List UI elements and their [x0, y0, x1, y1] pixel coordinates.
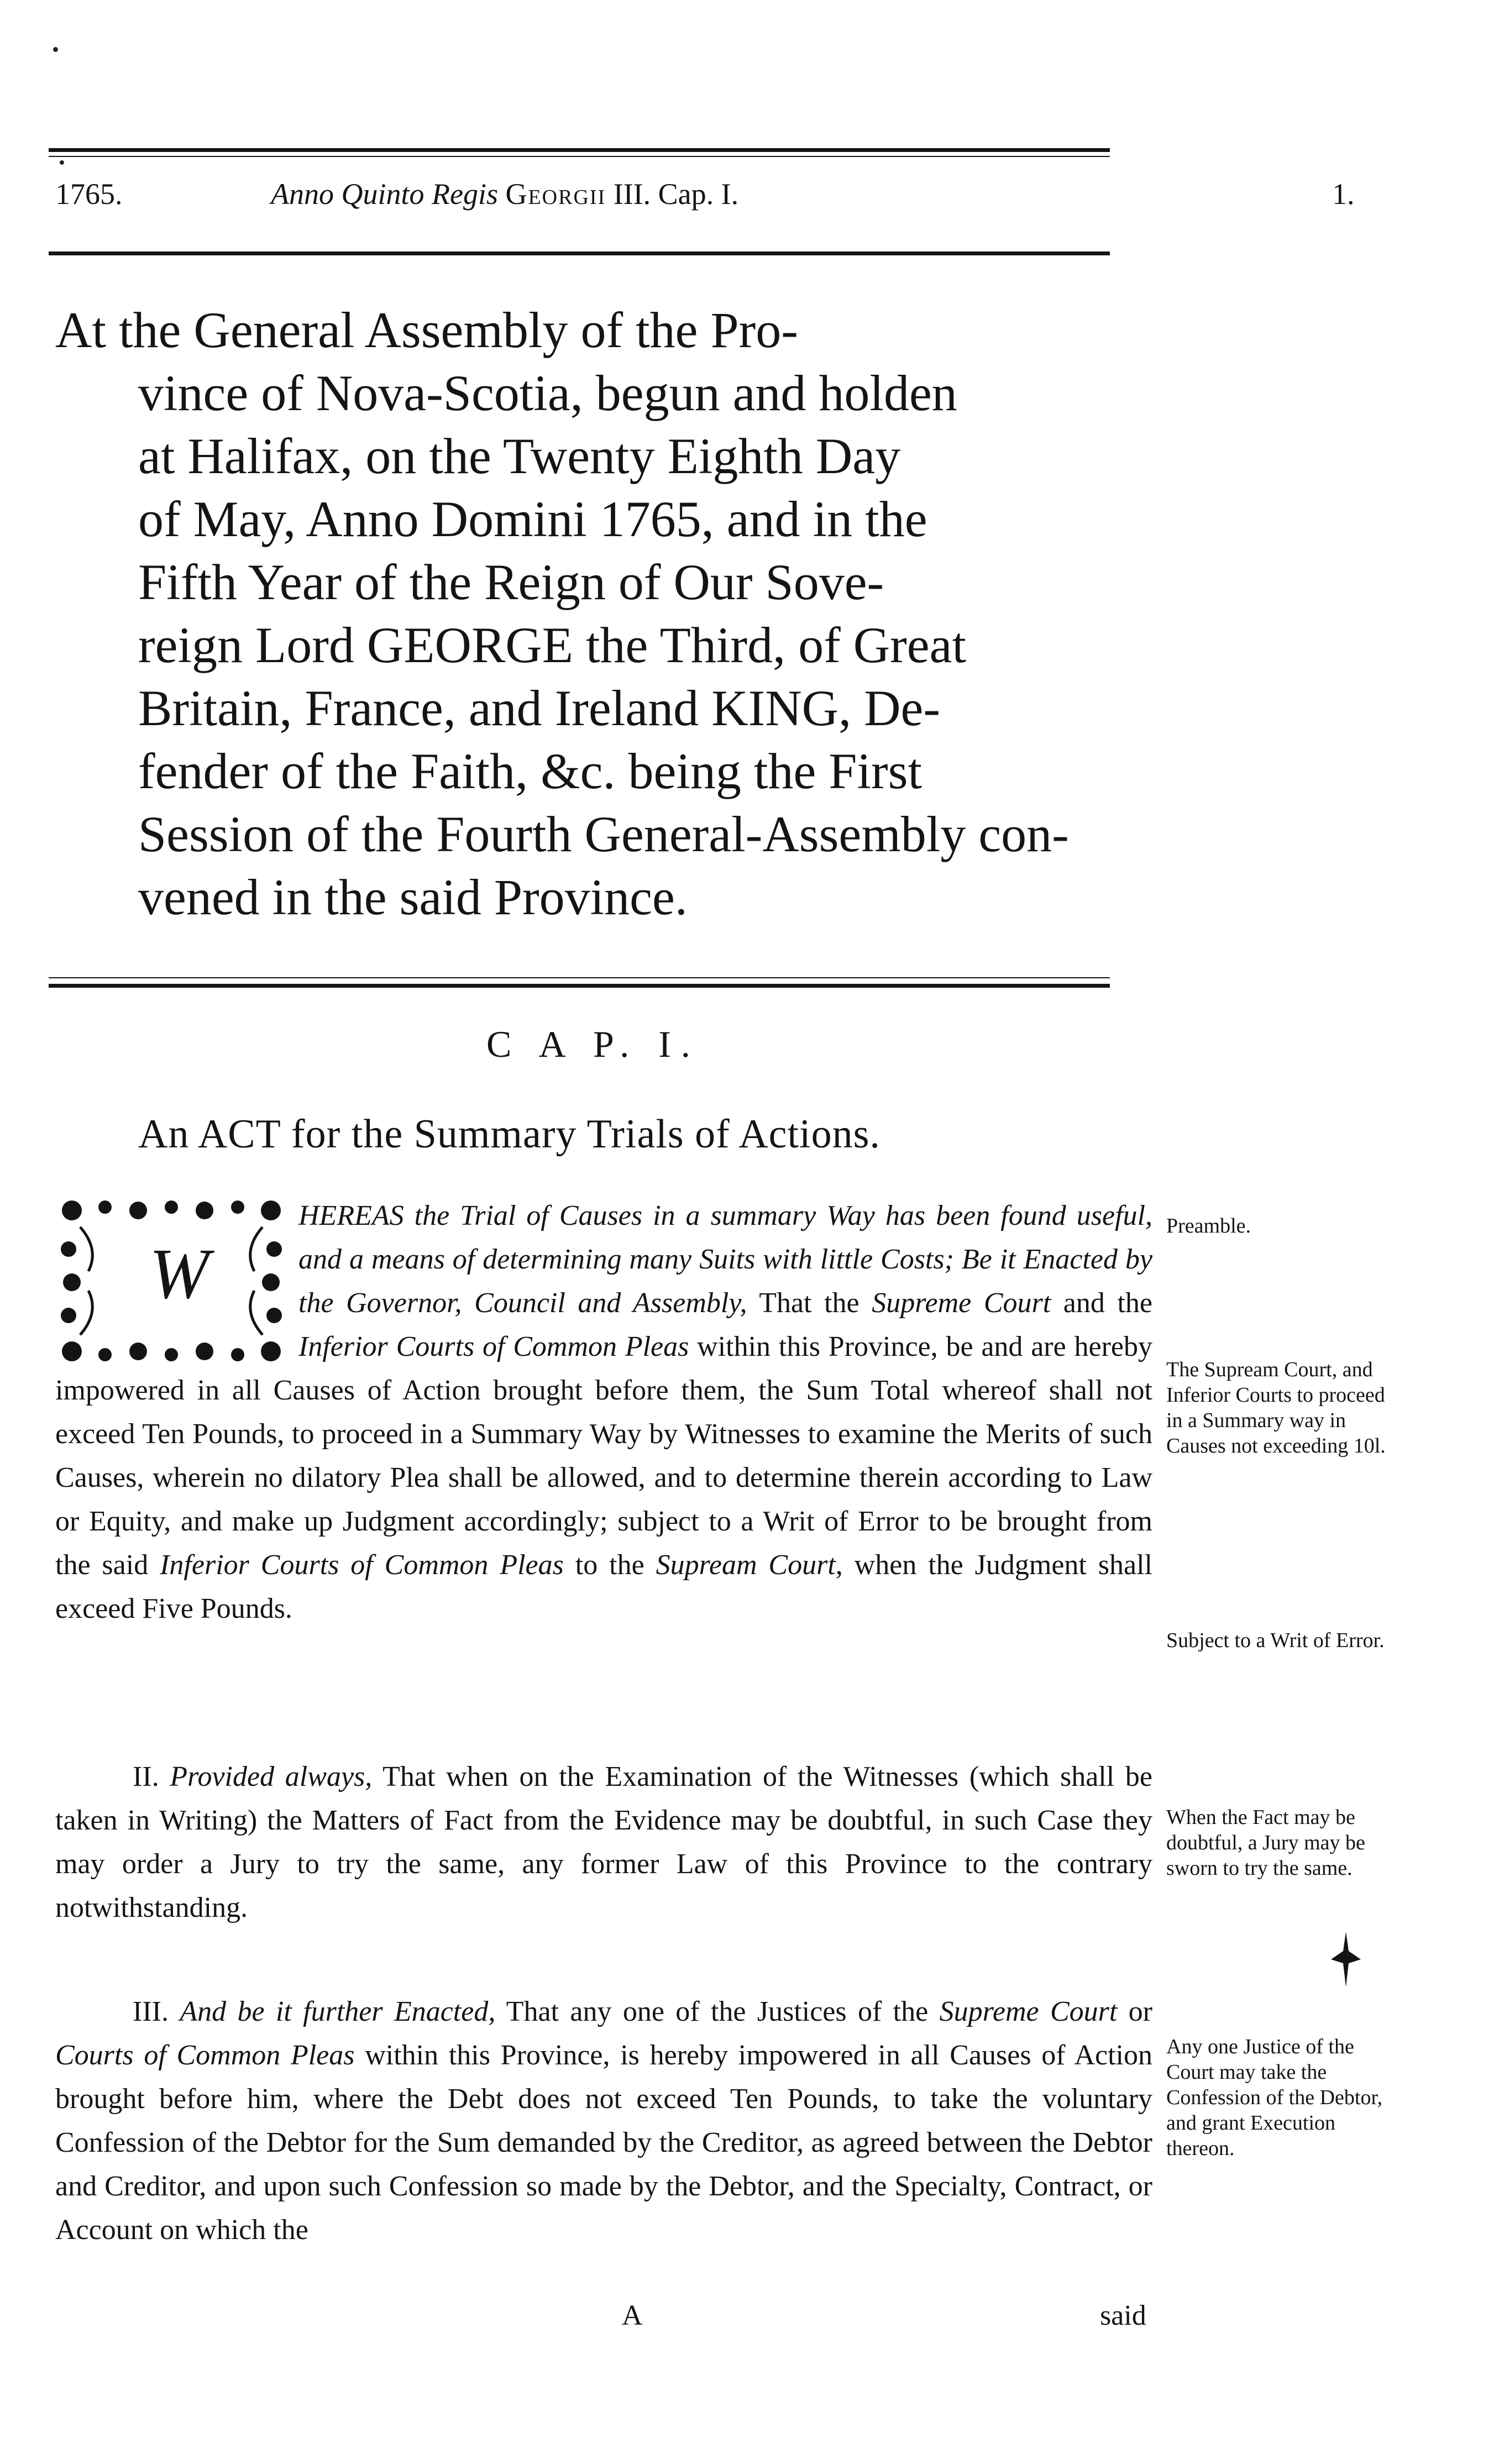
running-head-year: 1765. — [55, 177, 123, 211]
assembly-line: reign Lord GEORGE the Third, of Great — [138, 617, 967, 673]
p2-lead: Provided always, — [170, 1761, 373, 1792]
top-rule-thin — [49, 156, 1110, 157]
p3-courts-common-pleas: Courts of Common Pleas — [55, 2040, 355, 2071]
p1-text-c: within this Province, be and are hereby impowered in all Causes of Action brought before them, the Sum Total whereof shall not exceed Ten Pounds, to proceed in a Summary Way by Witnesses to examine the Merits of such Causes, wherein no dilatory Plea shall be allowed, and to determine therein according to Law or Equity, and make up Judgment accordingly; subject to a Writ of Error to be brought from the said — [55, 1331, 1152, 1581]
act-title: An ACT for the Summary Trials of Actions. — [138, 1112, 880, 1157]
marginal-mark-icon — [1327, 1929, 1365, 1990]
p1-text-b: and the — [1051, 1287, 1152, 1319]
assembly-line: vince of Nova-Scotia, begun and holden — [138, 365, 957, 421]
paragraph-3 — [55, 1990, 1152, 2252]
assembly-line: Britain, France, and Ireland KING, De- — [138, 680, 941, 736]
running-head-title-rest: III. Cap. I. — [606, 177, 739, 211]
p3-lead: And be it further Enacted, — [180, 1996, 496, 2027]
p3-supreme-court: Supreme Court — [939, 1996, 1118, 2027]
ink-speck — [53, 47, 58, 52]
supream-court-term: Supream Court — [656, 1549, 836, 1581]
margin-note-preamble: Preamble. — [1166, 1214, 1251, 1238]
p1-text-e: , when the Judgment shall exceed Five Pounds. — [55, 1549, 1152, 1624]
assembly-line: At the General Assembly of the Pro- — [55, 302, 798, 358]
margin-note-supream-court: The Supream Court, and Inferior Courts to proceed in a Summary way in Causes not exceeding 10l. — [1166, 1358, 1386, 1458]
assembly-line: of May, Anno Domini 1765, and in the — [138, 491, 927, 547]
margin-note-justice: Any one Justice of the Court may take the Confession of the Debtor, and grant Execution thereon. — [1166, 2035, 1383, 2160]
page-number: 1. — [1332, 177, 1355, 211]
running-head-title — [271, 177, 738, 211]
running-head-title-king: Georgii — [505, 177, 606, 211]
head-rule — [49, 251, 1110, 255]
margin-note-writ-of-error: Subject to a Writ of Error. — [1166, 1629, 1385, 1652]
paragraph-1 — [55, 1194, 1152, 1631]
catchword: said — [1100, 2300, 1146, 2331]
top-rule — [49, 148, 1110, 152]
drop-letter: W — [149, 1234, 209, 1314]
p3-number: III. — [133, 1996, 180, 2027]
ornamental-initial — [55, 1194, 287, 1368]
signature-mark: A — [622, 2300, 643, 2331]
assembly-line: Session of the Fourth General-Assembly con- — [138, 806, 1069, 862]
p3-text-b: or — [1117, 1996, 1152, 2027]
p1-text-a: That the — [747, 1287, 872, 1319]
margin-note-jury: When the Fact may be doubtful, a Jury may be sworn to try the same. — [1166, 1806, 1365, 1880]
assembly-line: at Halifax, on the Twenty Eighth Day — [138, 428, 901, 484]
ink-speck — [60, 160, 64, 165]
p3-text-c: within this Province, is hereby impowered in all Causes of Action brought before him, where the Debt does not exceed Ten Pounds, to take the voluntary Confession of the Debtor for the Sum demanded by the Creditor, as agreed between the Debtor and Creditor, and upon such Confession so made by the Debtor, and the Specialty, Contract, or Account on which the — [55, 2040, 1152, 2246]
assembly-heading — [55, 298, 1108, 929]
paragraph-2 — [55, 1755, 1152, 1930]
assembly-line: Fifth Year of the Reign of Our Sove- — [138, 554, 884, 610]
section-rule-thin — [49, 977, 1110, 978]
p1-text-d: to the — [563, 1549, 656, 1581]
p2-number: II. — [133, 1761, 170, 1792]
inferior-courts-term-2: Inferior Courts of Common Pleas — [160, 1549, 564, 1581]
preamble-text: HEREAS the Trial of Causes in a summary Way has been found useful, and a means of determining many Suits with little Costs; Be it Enacted by the Governor, Council and Assembly, — [298, 1200, 1152, 1319]
running-head — [55, 177, 1355, 221]
assembly-line: fender of the Faith, &c. being the First — [138, 743, 923, 799]
running-head-title-italic: Anno Quinto Regis — [271, 177, 506, 211]
chapter-label-text: C A P. I. — [486, 1023, 700, 1065]
p2-text: That when on the Examination of the Witnesses (which shall be taken in Writing) the Matters of Fact from the Evidence may be doubtful, in such Case they may order a Jury to try the same, any former Law of this Province to the contrary notwithstanding. — [55, 1761, 1153, 1923]
inferior-courts-term: Inferior Courts of Common Pleas — [298, 1331, 689, 1362]
section-rule — [49, 984, 1110, 988]
supreme-court-term: Supreme Court — [872, 1287, 1051, 1319]
p3-text-a: That any one of the Justices of the — [495, 1996, 940, 2027]
assembly-line: vened in the said Province. — [138, 869, 688, 925]
